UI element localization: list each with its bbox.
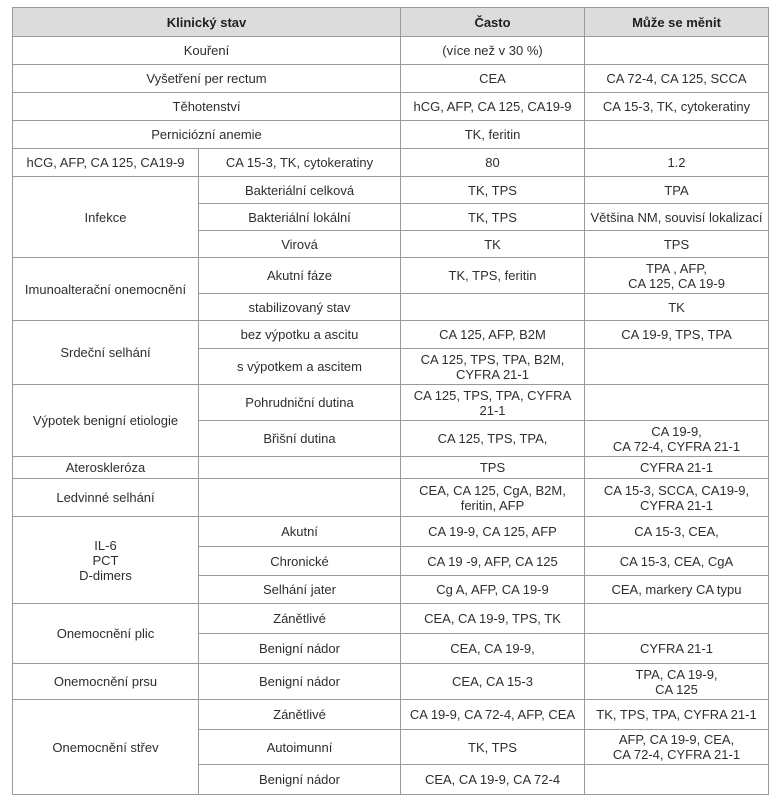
group-label: Imunoalterační onemocnění	[13, 258, 199, 321]
cell-may-change: TPS	[585, 231, 769, 258]
cell-may-change	[585, 37, 769, 65]
table-row	[13, 321, 769, 349]
cell-may-change: CA 15-3, CEA,	[585, 517, 769, 547]
sub-label: Benigní nádor	[199, 634, 401, 664]
sub-label: stabilizovaný stav	[199, 294, 401, 321]
cell-may-change	[585, 121, 769, 149]
cell-often: CEA, CA 19-9, CA 72-4	[401, 765, 585, 795]
row-label: Kouření	[13, 37, 401, 65]
table-row	[13, 517, 769, 547]
table-row	[13, 65, 769, 93]
cell-may-change: CYFRA 21-1	[585, 457, 769, 479]
cell-may-change	[585, 385, 769, 421]
cell-may-change: TPA , AFP, CA 125, CA 19-9	[585, 258, 769, 294]
table-row	[13, 37, 769, 65]
cell-may-change: CA 15-3, CEA, CgA	[585, 547, 769, 576]
cell-may-change: CA 15-3, TK, cytokeratiny	[585, 93, 769, 121]
group-label: Infekce	[13, 177, 199, 258]
cell-may-change: TK	[585, 294, 769, 321]
cell-often: CEA	[401, 65, 585, 93]
row-label: Těhotenství	[13, 93, 401, 121]
cell-may-change: TPA, CA 19-9, CA 125	[585, 664, 769, 700]
cell-often: TPS	[401, 457, 585, 479]
row-label: Ateroskleróza	[13, 457, 199, 479]
sub-label: Bakteriální lokální	[199, 204, 401, 231]
cell-may-change	[585, 604, 769, 634]
group-label: Výpotek benigní etiologie	[13, 385, 199, 457]
cell-often: CA 19-9, CA 72-4, AFP, CEA	[401, 700, 585, 730]
cell-often: CA 125, TPS, TPA,	[401, 421, 585, 457]
cell-may-change: 1.2	[585, 149, 769, 177]
cell-often: CA 125, TPS, TPA, B2M, CYFRA 21-1	[401, 349, 585, 385]
cell-often: TK	[401, 231, 585, 258]
cell-may-change: Většina NM, souvisí lokalizací	[585, 204, 769, 231]
table-row	[13, 385, 769, 421]
header-clinical-state: Klinický stav	[13, 8, 401, 37]
cell-may-change: CA 72-4, CA 125, SCCA	[585, 65, 769, 93]
sub-label: Pohrudniční dutina	[199, 385, 401, 421]
sub-label	[199, 457, 401, 479]
row-label: Ledvinné selhání	[13, 479, 199, 517]
sub-label: Autoimunní	[199, 730, 401, 765]
sub-label: CA 15-3, TK, cytokeratiny	[199, 149, 401, 177]
cell-often: TK, TPS	[401, 204, 585, 231]
header-often: Často	[401, 8, 585, 37]
cell-often: TK, TPS	[401, 730, 585, 765]
table-container	[12, 7, 769, 795]
row-label: Onemocnění prsu	[13, 664, 199, 700]
sub-label: Benigní nádor	[199, 765, 401, 795]
cell-often: Cg A, AFP, CA 19-9	[401, 576, 585, 604]
cell-often: CEA, CA 15-3	[401, 664, 585, 700]
sub-label: Zánětlivé	[199, 604, 401, 634]
cell-often	[401, 294, 585, 321]
table-row	[13, 664, 769, 700]
tumor-marker-table	[12, 7, 769, 795]
sub-label: Zánětlivé	[199, 700, 401, 730]
cell-may-change: CA 19-9, CA 72-4, CYFRA 21-1	[585, 421, 769, 457]
cell-often: 80	[401, 149, 585, 177]
cell-may-change: AFP, CA 19-9, CEA, CA 72-4, CYFRA 21-1	[585, 730, 769, 765]
sub-label: bez výpotku a ascitu	[199, 321, 401, 349]
header-row	[13, 8, 769, 37]
table-row	[13, 604, 769, 634]
cell-often: hCG, AFP, CA 125, CA19-9	[401, 93, 585, 121]
sub-label: s výpotkem a ascitem	[199, 349, 401, 385]
cell-may-change: CYFRA 21-1	[585, 634, 769, 664]
table-row	[13, 177, 769, 204]
cell-often: CA 19 -9, AFP, CA 125	[401, 547, 585, 576]
sub-label: Akutní fáze	[199, 258, 401, 294]
cell-may-change: CA 19-9, TPS, TPA	[585, 321, 769, 349]
sub-label: Akutní	[199, 517, 401, 547]
sub-label: Benigní nádor	[199, 664, 401, 700]
cell-may-change	[585, 349, 769, 385]
cell-may-change	[585, 765, 769, 795]
row-label: Perniciózní anemie	[13, 121, 401, 149]
group-label: Onemocnění plic	[13, 604, 199, 664]
cell-may-change: TPA	[585, 177, 769, 204]
sub-label: Břišní dutina	[199, 421, 401, 457]
cell-often: (více než v 30 %)	[401, 37, 585, 65]
sub-label	[199, 479, 401, 517]
cell-often: CEA, CA 125, CgA, B2M, feritin, AFP	[401, 479, 585, 517]
table-row	[13, 258, 769, 294]
cell-may-change: CA 15-3, SCCA, CA19-9, CYFRA 21-1	[585, 479, 769, 517]
cell-often: CA 19-9, CA 125, AFP	[401, 517, 585, 547]
table-row	[13, 149, 769, 177]
cell-often: CA 125, AFP, B2M	[401, 321, 585, 349]
group-label: Onemocnění střev	[13, 700, 199, 795]
header-may-change: Může se měnit	[585, 8, 769, 37]
table-row	[13, 121, 769, 149]
cell-often: CA 125, TPS, TPA, CYFRA 21-1	[401, 385, 585, 421]
sub-label: Bakteriální celková	[199, 177, 401, 204]
cell-may-change: CEA, markery CA typu	[585, 576, 769, 604]
sub-label: Chronické	[199, 547, 401, 576]
cell-often: TK, feritin	[401, 121, 585, 149]
row-label: hCG, AFP, CA 125, CA19-9	[13, 149, 199, 177]
row-label: Vyšetření per rectum	[13, 65, 401, 93]
sub-label: Virová	[199, 231, 401, 258]
cell-often: TK, TPS, feritin	[401, 258, 585, 294]
cell-often: CEA, CA 19-9, TPS, TK	[401, 604, 585, 634]
group-label: Srdeční selhání	[13, 321, 199, 385]
cell-often: CEA, CA 19-9,	[401, 634, 585, 664]
table-row	[13, 479, 769, 517]
cell-may-change: TK, TPS, TPA, CYFRA 21-1	[585, 700, 769, 730]
cell-often: TK, TPS	[401, 177, 585, 204]
table-row	[13, 457, 769, 479]
table-row	[13, 93, 769, 121]
group-label: IL-6 PCT D-dimers	[13, 517, 199, 604]
sub-label: Selhání jater	[199, 576, 401, 604]
table-row	[13, 700, 769, 730]
